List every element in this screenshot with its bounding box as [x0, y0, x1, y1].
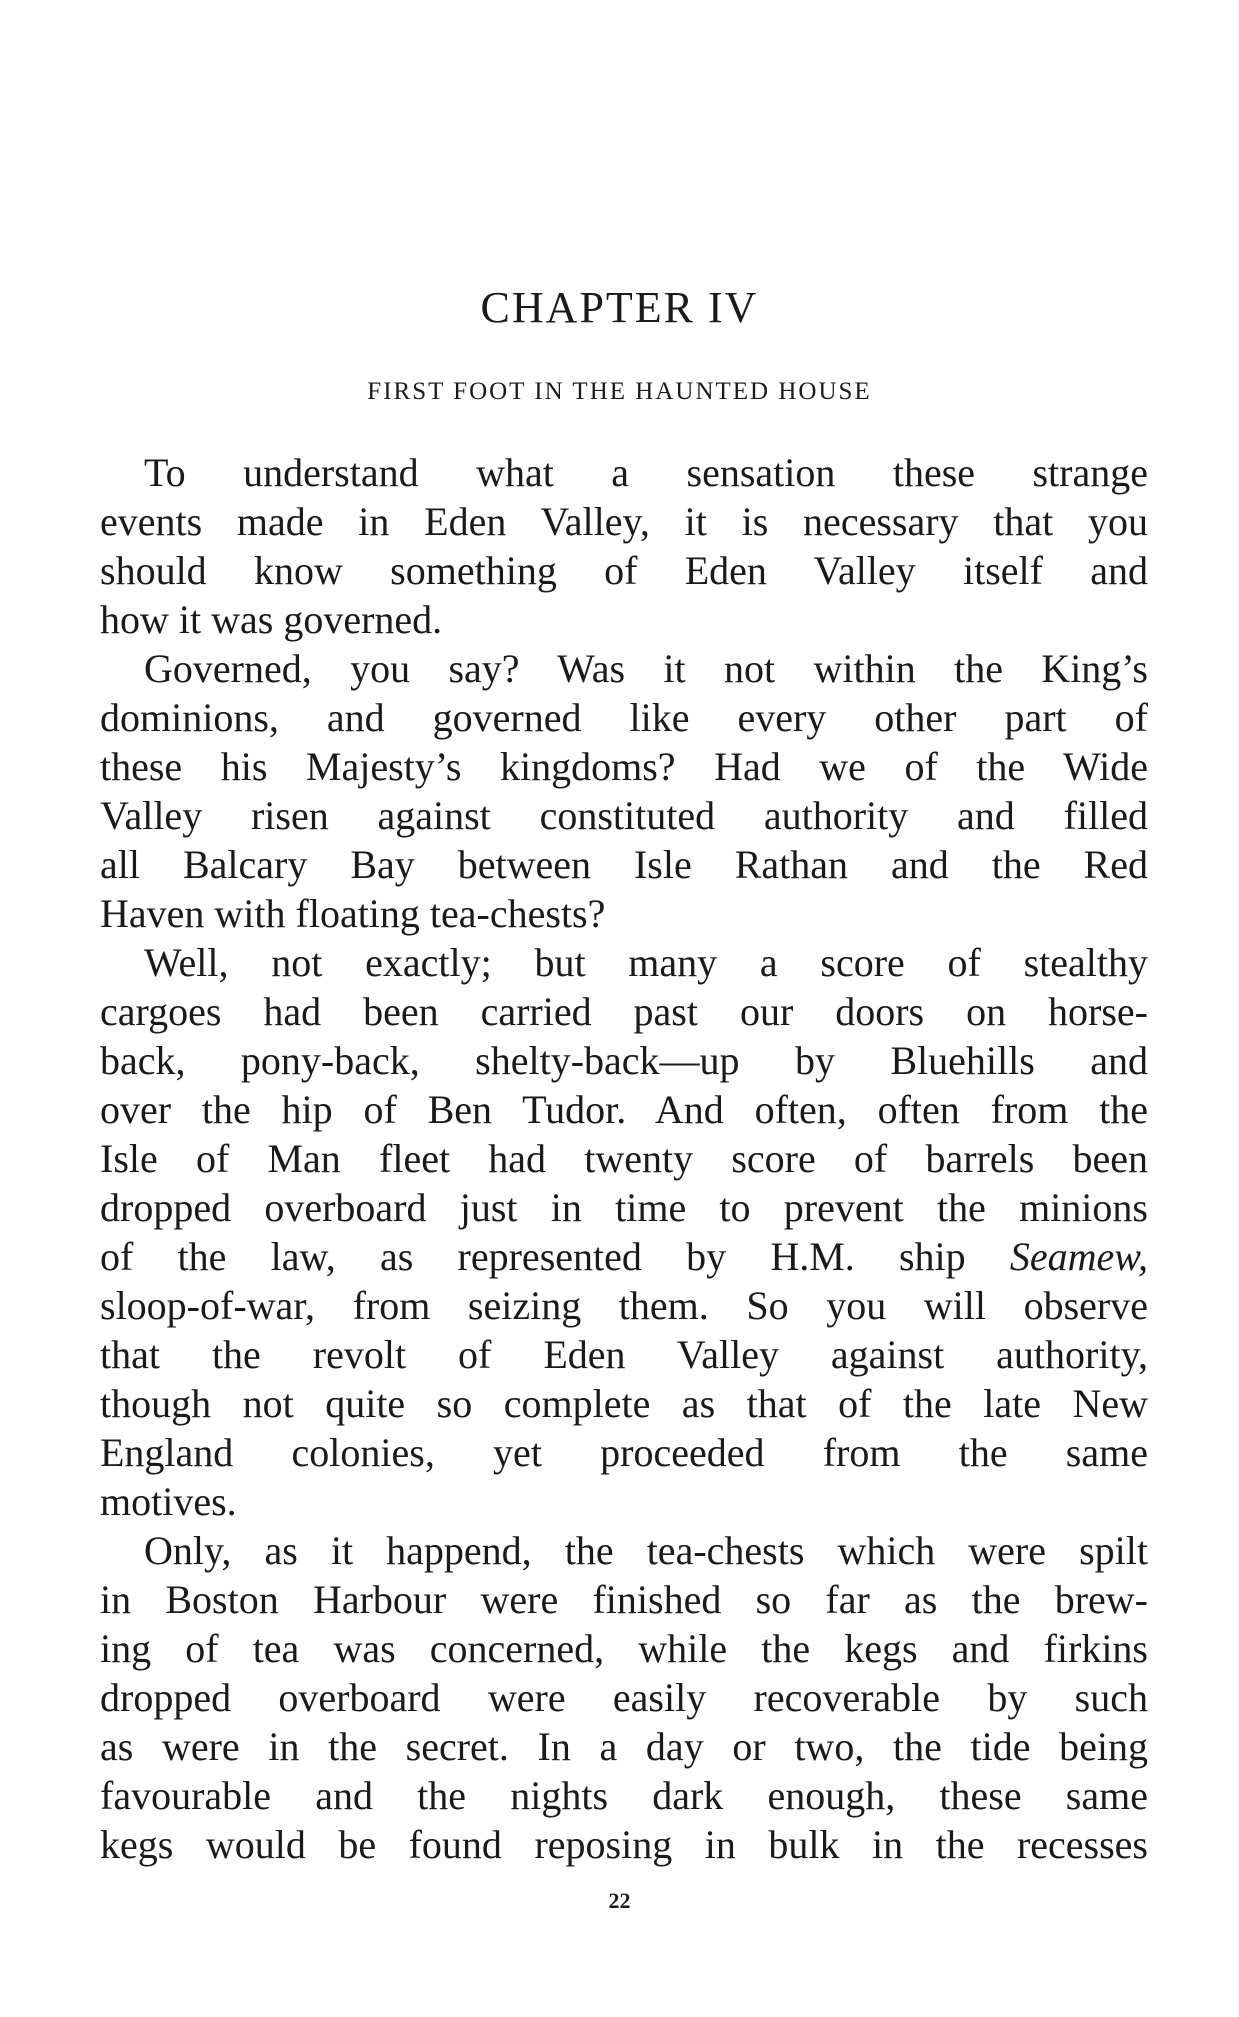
text-line: cargoes had been carried past our doors on horse- — [100, 989, 1148, 1034]
text-line: over the hip of Ben Tudor. And often, often from the — [100, 1087, 1148, 1132]
text-line: though not quite so complete as that of the late New — [100, 1381, 1148, 1426]
text-line: favourable and the nights dark enough, these same — [100, 1773, 1148, 1818]
chapter-title: CHAPTER IV — [480, 283, 759, 332]
text-line: Well, not exactly; but many a score of stealthy — [144, 940, 1148, 985]
ship-name: Seamew, — [1009, 1234, 1148, 1279]
body-text — [100, 448, 1148, 1869]
text-line-part: of the law, as represented by H.M. ship — [100, 1234, 966, 1279]
text-line: all Balcary Bay between Isle Rathan and the Red — [100, 842, 1148, 887]
text-line: dropped overboard just in time to prevent the minions — [100, 1185, 1148, 1230]
text-line: kegs would be found reposing in bulk in the recesses — [100, 1822, 1148, 1867]
chapter-subtitle: FIRST FOOT IN THE HAUNTED HOUSE — [367, 378, 872, 405]
text-line: sloop-of-war, from seizing them. So you will observe — [100, 1283, 1148, 1328]
text-line: ing of tea was concerned, while the kegs and firkins — [100, 1626, 1148, 1671]
text-line-with-ship — [100, 1232, 1148, 1281]
text-line: should know something of Eden Valley itself and — [100, 548, 1148, 593]
text-line: how it was governed. — [100, 597, 443, 642]
text-line: Valley risen against constituted authority and filled — [100, 793, 1148, 838]
text-line: back, pony-back, shelty-back—up by Bluehills and — [100, 1038, 1148, 1083]
text-line: as were in the secret. In a day or two, the tide being — [100, 1724, 1148, 1769]
text-line: To understand what a sensation these strange — [144, 450, 1148, 495]
text-line: in Boston Harbour were finished so far as the brew- — [100, 1577, 1148, 1622]
text-line: that the revolt of Eden Valley against authority, — [100, 1332, 1148, 1377]
text-line: events made in Eden Valley, it is necessary that you — [100, 499, 1148, 544]
text-line: Only, as it happend, the tea-chests which were spilt — [144, 1528, 1148, 1573]
text-line: motives. — [100, 1479, 237, 1524]
page-number: 22 — [608, 1888, 631, 1913]
text-line: these his Majesty’s kingdoms? Had we of the Wide — [100, 744, 1148, 789]
text-line: dropped overboard were easily recoverable by such — [100, 1675, 1148, 1720]
text-line: Governed, you say? Was it not within the King’s — [144, 646, 1148, 691]
text-line: dominions, and governed like every other part of — [100, 695, 1148, 740]
text-line: Isle of Man fleet had twenty score of barrels been — [100, 1136, 1148, 1181]
text-line: Haven with floating tea-chests? — [100, 891, 606, 936]
text-line: England colonies, yet proceeded from the same — [100, 1430, 1148, 1475]
